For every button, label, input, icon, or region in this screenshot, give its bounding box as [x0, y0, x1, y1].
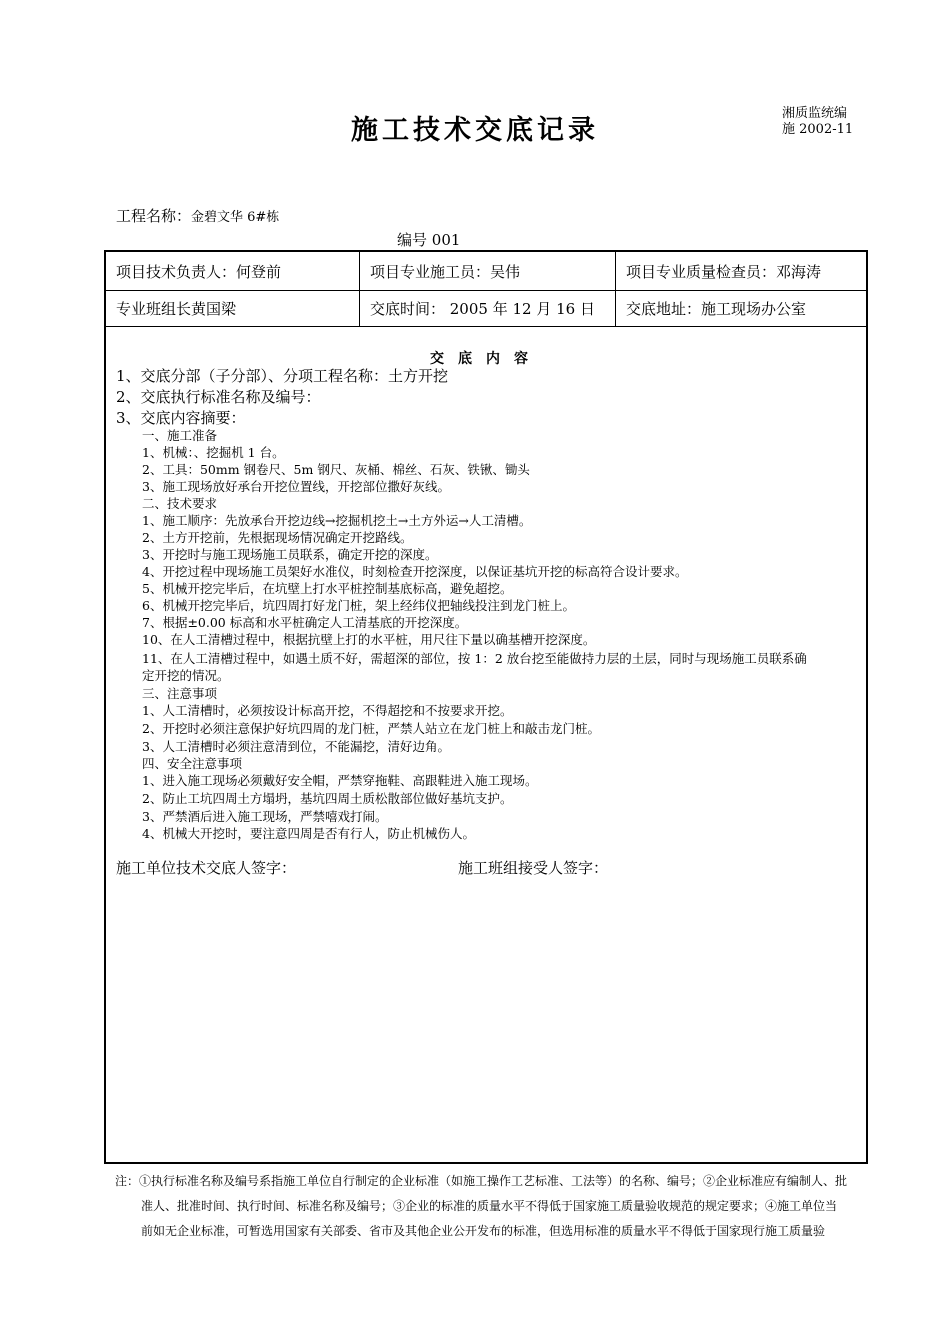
- location-cell: 交底地址：施工现场办公室: [615, 291, 866, 326]
- detail-line: 1、施工顺序：先放承台开挖边线→挖掘机挖土→土方外运→人工清槽。: [142, 513, 532, 528]
- detail-line: 2、工具：50mm 钢卷尺、5m 钢尺、灰桶、棉丝、石灰、铁锹、锄头: [142, 462, 530, 477]
- info-row: [106, 291, 866, 327]
- constructor-cell: 项目专业施工员：吴伟: [359, 252, 615, 290]
- detail-line: 3、严禁酒后进入施工现场，严禁嘻戏打闹。: [142, 809, 388, 824]
- number-value: 001: [431, 231, 461, 249]
- content-item: 3、交底内容摘要：: [116, 409, 246, 427]
- detail-line: 二、技术要求: [142, 496, 218, 511]
- content-title: 交底内容: [430, 351, 542, 367]
- detail-line: 11、在人工清槽过程中，如遇土质不好，需超深的部位，按 1：2 放台挖至能做持力层的土层，同时与现场施工员联系确: [142, 651, 807, 666]
- date-cell: 交底时间： 2005 年 12 月 16 日: [359, 291, 615, 326]
- content-item: 2、交底执行标准名称及编号：: [116, 388, 321, 406]
- record-number: [397, 229, 460, 250]
- detail-line: 1、机械：、挖掘机 1 台。: [142, 445, 285, 460]
- detail-line: 10、在人工清槽过程中，根据抗壁上打的水平桩，用尺往下量以确基槽开挖深度。: [142, 632, 596, 647]
- detail-line: 四、安全注意事项: [142, 756, 243, 771]
- number-label: 编号: [397, 231, 428, 249]
- detail-line: 7、根据±0.00 标高和水平桩确定人工清基底的开挖深度。: [142, 615, 468, 630]
- info-row: [106, 252, 866, 291]
- detail-line: 2、防止工坑四周土方塌坍，基坑四周土质松散部位做好基坑支护。: [142, 791, 513, 806]
- detail-line: 5、机械开挖完毕后，在坑壁上打水平桩控制基底标高，避免超挖。: [142, 581, 513, 596]
- record-table: [104, 250, 868, 1164]
- footnote-line: 准人、批准时间、执行时间、标准名称及编号；③企业的标准的质量水平不得低于国家施工质量验收规范的规定要求；④施工单位当: [141, 1199, 838, 1213]
- detail-line: 3、开挖时与施工现场施工员联系，确定开挖的深度。: [142, 547, 438, 562]
- content-item: 1、交底分部（子分部）、分项工程名称：土方开挖: [116, 367, 449, 385]
- project-label: 工程名称：: [116, 207, 192, 225]
- detail-line: 6、机械开挖完毕后，坑四周打好龙门桩，架上经纬仪把轴线投注到龙门桩上。: [142, 598, 575, 613]
- detail-line: 1、进入施工现场必须戴好安全帽，严禁穿拖鞋、高跟鞋进入施工现场。: [142, 773, 538, 788]
- detail-line: 2、土方开挖前，先根据现场情况确定开挖路线。: [142, 530, 413, 545]
- project-name: [116, 205, 279, 226]
- form-code-line1: 湘质监统编: [782, 106, 848, 121]
- detail-line: 定开挖的情况。: [142, 668, 230, 683]
- detail-line: 一、施工准备: [142, 428, 218, 443]
- tech-lead-cell: 项目技术负责人：何登前: [116, 262, 282, 281]
- form-code-line2: 施 2002-11: [782, 122, 854, 137]
- detail-line: 1、人工清槽时，必须按设计标高开挖，不得超挖和不按要求开挖。: [142, 703, 513, 718]
- detail-line: 3、人工清槽时必须注意清到位，不能漏挖，清好边角。: [142, 739, 450, 754]
- footnote: [115, 1169, 875, 1244]
- detail-line: 3、施工现场放好承台开挖位置线，开挖部位撒好灰线。: [142, 479, 450, 494]
- detail-line: 2、开挖时必须注意保护好坑四周的龙门桩，严禁人站立在龙门桩上和敲击龙门桩。: [142, 721, 600, 736]
- form-code: [782, 106, 853, 138]
- footnote-line: 注：①执行标准名称及编号系指施工单位自行制定的企业标准（如施工操作工艺标准、工法等）的名称、编号；②企业标准应有编制人、批: [115, 1174, 848, 1188]
- detail-line: 4、开挖过程中现场施工员架好水准仪，时刻检查开挖深度，以保证基坑开挖的标高符合设计要求。: [142, 564, 688, 579]
- project-value: 金碧文华 6#栋: [191, 210, 280, 225]
- detail-line: 三、注意事项: [142, 686, 218, 701]
- technician-signature-label: 施工单位技术交底人签字：: [116, 859, 297, 877]
- inspector-cell: 项目专业质量检查员：邓海涛: [615, 252, 866, 290]
- detail-line: 4、机械大开挖时，要注意四周是否有行人，防止机械伤人。: [142, 826, 475, 841]
- footnote-line: 前如无企业标准，可暂选用国家有关部委、省市及其他企业公开发布的标准，但选用标准的质量水平不得低于国家现行施工质量验: [141, 1224, 826, 1238]
- team-leader-cell: 专业班组长黄国梁: [116, 300, 237, 318]
- page-title: 施工技术交底记录: [351, 115, 599, 146]
- team-signature-label: 施工班组接受人签字：: [458, 859, 609, 877]
